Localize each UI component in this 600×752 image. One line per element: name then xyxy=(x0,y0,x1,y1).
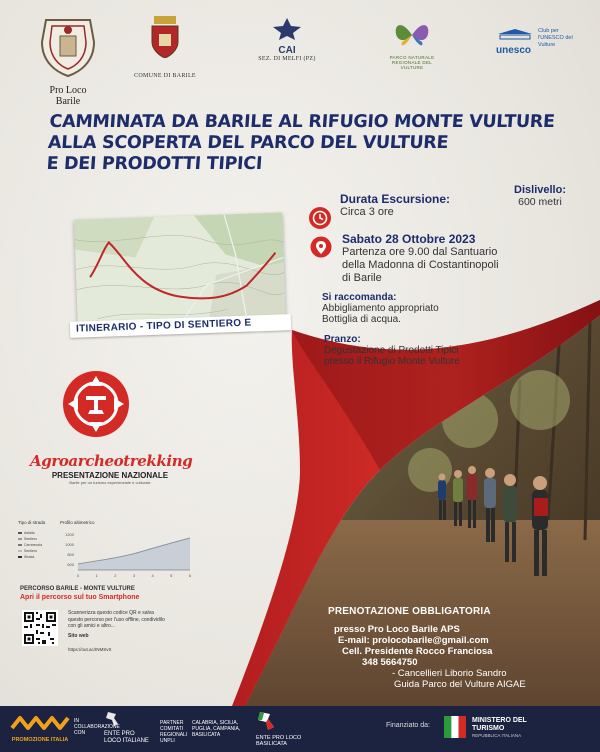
percorso-block xyxy=(20,586,200,601)
raccomanda-line-1: Abbigliamento appropriato xyxy=(322,303,439,314)
prenotazione-header: PRENOTAZIONE OBBLIGATORIA xyxy=(328,606,491,617)
tipo-label: Tipo di strada xyxy=(18,520,46,525)
x-tick: 6 xyxy=(188,573,192,578)
date-block xyxy=(342,232,582,285)
ente-label: ENTE PRO LOCO ITALIANE xyxy=(104,731,149,744)
cai-star-icon xyxy=(273,18,301,40)
durata-block xyxy=(340,192,490,218)
y-tick: 1000 xyxy=(65,542,74,547)
italy-flag-icon xyxy=(444,716,466,738)
title-line-1: CAMMINATA DA BARILE AL RIFUGIO MONTE VULTURE xyxy=(48,112,556,132)
profile-legend xyxy=(18,530,54,560)
raccomanda-block xyxy=(322,292,562,325)
dislivello-label: Dislivello: xyxy=(514,184,566,196)
y-tick: 800 xyxy=(67,552,74,557)
partenza-line-1: Partenza ore 9.00 dal Santuario xyxy=(342,246,498,258)
proloco-town: Barile xyxy=(55,96,81,107)
raccomanda-label: Si raccomanda: xyxy=(322,292,397,303)
promozione-logo xyxy=(8,714,72,743)
ministero-label: MINISTERO DEL TURISMO xyxy=(472,716,527,732)
altimetric-chart xyxy=(60,528,196,580)
collab-label: IN COLLABORAZIONE CON xyxy=(74,718,120,736)
x-tick: 5 xyxy=(170,573,173,578)
legend-item: Carrareccia xyxy=(24,543,43,547)
legend-item: Asfalto xyxy=(24,531,35,535)
finanziato-label: Finanziato da: xyxy=(386,722,430,729)
comune-logo xyxy=(134,16,196,79)
x-tick: 1 xyxy=(95,573,98,578)
durata-value: Circa 3 ore xyxy=(340,206,394,218)
qr-code[interactable] xyxy=(22,610,58,646)
percorso-subtitle: Apri il percorso sul tuo Smartphone xyxy=(20,594,140,601)
location-pin-icon xyxy=(310,236,332,260)
title-line-3: E DEI PRODOTTI TIPICI xyxy=(45,154,263,174)
pranzo-line-2: presso il Rifugio Monte Vulture xyxy=(324,356,460,367)
promozione-wave-icon xyxy=(10,714,70,732)
unesco-name: unesco xyxy=(496,45,532,56)
title-line-2: ALLA SCOPERTA DEL PARCO DEL VULTURE xyxy=(47,133,449,153)
x-tick: 0 xyxy=(76,573,80,578)
repubblica-label: REPUBBLICA ITALIANA xyxy=(472,732,522,738)
pranzo-label: Pranzo: xyxy=(324,334,361,345)
legend-item: Sentiero xyxy=(24,549,38,553)
pranzo-block xyxy=(324,334,564,367)
dislivello-value: 600 metri xyxy=(518,196,562,208)
event-date: Sabato 28 Ottobre 2023 xyxy=(342,232,476,246)
map-label: ITINERARIO - TIPO DI SENTIERO E xyxy=(70,314,291,338)
percorso-desc: Scannerizza questo codice QR e salva questo percorso per l'uso offline, condividilo con gli amici e altro... xyxy=(68,610,165,629)
percorso-title: PERCORSO BARILE - MONTE VULTURE xyxy=(20,586,135,592)
agro-compass-icon xyxy=(62,370,130,438)
ente-logo xyxy=(104,712,152,744)
legend-item: Sentiero xyxy=(24,537,38,541)
route-map xyxy=(74,212,286,331)
pranzo-line-1: Degustazione di Prodotti Tipici xyxy=(324,345,459,356)
unesco-club: Club per l'UNESCO del Vulture xyxy=(538,28,573,48)
site-url[interactable]: https://out.ac/INMSvX xyxy=(68,646,112,652)
ministero-logo xyxy=(444,716,594,738)
italy-map-icon xyxy=(104,712,120,726)
agro-logo xyxy=(30,452,193,485)
prenotazione-line-3: Cell. Presidente Rocco Franciosa xyxy=(342,646,493,657)
qr-text xyxy=(68,610,168,652)
y-tick: 1200 xyxy=(65,532,74,537)
promozione-label: PROMOZIONE ITALIA xyxy=(11,737,69,743)
prenotazione-block xyxy=(328,606,568,690)
x-tick: 4 xyxy=(151,573,154,578)
y-tick: 600 xyxy=(67,562,74,567)
prenotazione-line-6: Guida Parco del Vulture AIGAE xyxy=(394,679,526,690)
partenza-line-2: della Madonna di Costantinopoli xyxy=(342,259,499,271)
prenotazione-email[interactable]: E-mail: prolocobarile@gmail.com xyxy=(338,635,489,646)
cai-logo xyxy=(254,18,320,62)
italy-flag-map-icon xyxy=(256,712,276,730)
proloco-name: Pro Loco xyxy=(49,85,87,96)
parco-label: PARCO NATURALE REGIONALE DEL VULTURE xyxy=(389,55,435,70)
comune-label: COMUNE DI BARILE xyxy=(134,73,196,79)
dislivello-block xyxy=(500,184,580,208)
x-tick: 2 xyxy=(114,573,117,578)
parco-butterfly-icon xyxy=(392,20,432,50)
legend-item: Strada xyxy=(24,555,35,559)
agro-sub: PRESENTAZIONE NAZIONALE xyxy=(51,471,169,480)
unesco-logo xyxy=(496,28,586,56)
prenotazione-line-5: - Cancellieri Liborio Sandro xyxy=(392,668,507,679)
proloco-logo xyxy=(32,14,104,107)
raccomanda-line-2: Bottiglia di acqua. xyxy=(322,314,401,325)
durata-label: Durata Escursione: xyxy=(340,192,451,206)
footer xyxy=(0,706,600,752)
cai-section: SEZ. DI MELFI (PZ) xyxy=(258,56,316,62)
agro-tag: Barile per un turismo esperienziale e culturale xyxy=(69,480,151,485)
profilo-label: Profilo altimetrico xyxy=(60,520,95,525)
proloco-crest-icon xyxy=(38,14,98,80)
prenotazione-phone[interactable]: 348 5664750 xyxy=(362,657,418,668)
parco-logo xyxy=(380,20,444,70)
site-label: Sito web xyxy=(68,632,89,639)
route-profile xyxy=(16,520,196,580)
ente-basilicata-label: ENTE PRO LOCO BASILICATA xyxy=(256,735,302,747)
prenotazione-line-1: presso Pro Loco Barile APS xyxy=(334,624,460,635)
clock-icon xyxy=(308,206,332,230)
comune-shield-icon xyxy=(148,16,182,58)
unesco-temple-icon xyxy=(496,29,534,41)
cai-name: CAI xyxy=(278,45,296,56)
agro-name: Agroarcheotrekking xyxy=(30,452,193,470)
ente-basilicata-logo xyxy=(256,712,316,747)
x-tick: 3 xyxy=(132,573,136,578)
partenza-line-3: di Barile xyxy=(342,272,382,284)
partner-label: PARTNER COMITATI REGIONALI UNPLI xyxy=(160,720,188,744)
page-title xyxy=(46,112,570,175)
regioni-label: CALABRIA, SICILIA, PUGLIA, CAMPANIA, BASILICATA xyxy=(192,720,241,738)
